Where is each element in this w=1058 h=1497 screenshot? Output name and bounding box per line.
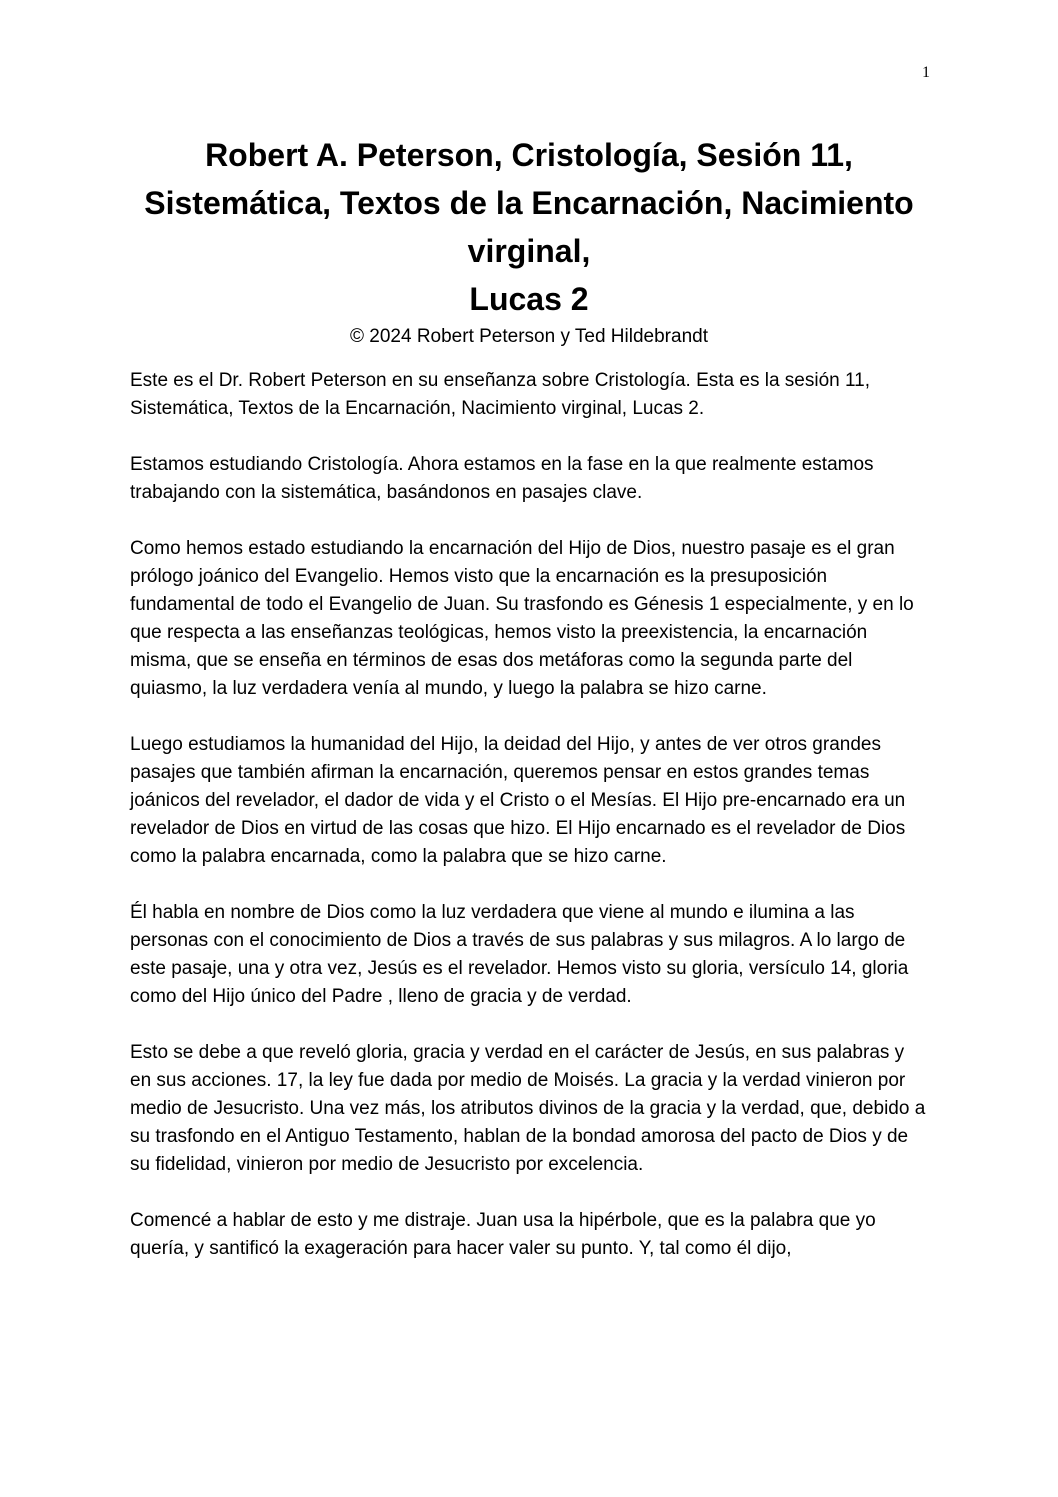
title-line-3: virginal,	[467, 233, 591, 269]
paragraph-2: Estamos estudiando Cristología. Ahora estamos en la fase en la que realmente estamos trabajando con la sistemática, basándonos en pasajes clave.	[130, 454, 874, 503]
paragraph-6: Esto se debe a que reveló gloria, gracia y verdad en el carácter de Jesús, en sus palabras y en sus acciones. 17, la ley fue dada por medio de Moisés. La gracia y la verdad vinieron por medio de Jesucristo. Una vez más, los atributos divinos de la gracia y la verdad, que, debido a su trasfondo en el Antiguo Testamento, hablan de la bondad amorosa del pacto de Dios y de su fidelidad, vinieron por medio de Jesucristo por excelencia.	[130, 1042, 926, 1175]
paragraph-7: Comencé a hablar de esto y me distraje. Juan usa la hipérbole, que es la palabra que yo quería, y santificó la exageración para hacer valer su punto. Y, tal como él dijo,	[130, 1210, 876, 1259]
body-text	[130, 367, 930, 1291]
title-line-2: Sistemática, Textos de la Encarnación, Nacimiento	[144, 185, 914, 221]
title-block	[120, 131, 938, 351]
title-line-1: Robert A. Peterson, Cristología, Sesión 11,	[205, 137, 853, 173]
paragraph-5: Él habla en nombre de Dios como la luz verdadera que viene al mundo e ilumina a las personas con el conocimiento de Dios a través de sus palabras y sus milagros. A lo largo de este pasaje, una y otra vez, Jesús es el revelador. Hemos visto su gloria, versículo 14, gloria como del Hijo único del Padre , lleno de gracia y de verdad.	[130, 902, 909, 1007]
page-number: 1	[922, 64, 930, 81]
paragraph-4: Luego estudiamos la humanidad del Hijo, la deidad del Hijo, y antes de ver otros grandes pasajes que también afirman la encarnación, queremos pensar en estos grandes temas joánicos del revelador, el dador de vida y el Cristo o el Mesías. El Hijo pre-encarnado era un revelador de Dios en virtud de las cosas que hizo. El Hijo encarnado es el revelador de Dios como la palabra encarnada, como la palabra que se hizo carne.	[130, 734, 906, 867]
copyright-line: © 2024 Robert Peterson y Ted Hildebrandt	[350, 326, 708, 347]
paragraph-1: Este es el Dr. Robert Peterson en su enseñanza sobre Cristología. Esta es la sesión 11, Sistemática, Textos de la Encarnación, Nacimiento virginal, Lucas 2.	[130, 370, 870, 419]
title-line-4: Lucas 2	[469, 281, 589, 317]
paragraph-3: Como hemos estado estudiando la encarnación del Hijo de Dios, nuestro pasaje es el gran prólogo joánico del Evangelio. Hemos visto que la encarnación es la presuposición fundamental de todo el Evangelio de Juan. Su trasfondo es Génesis 1 especialmente, y en lo que respecta a las enseñanzas teológicas, hemos visto la preexistencia, la encarnación misma, que se enseña en términos de esas dos metáforas como la segunda parte del quiasmo, la luz verdadera venía al mundo, y luego la palabra se hizo carne.	[130, 538, 914, 699]
